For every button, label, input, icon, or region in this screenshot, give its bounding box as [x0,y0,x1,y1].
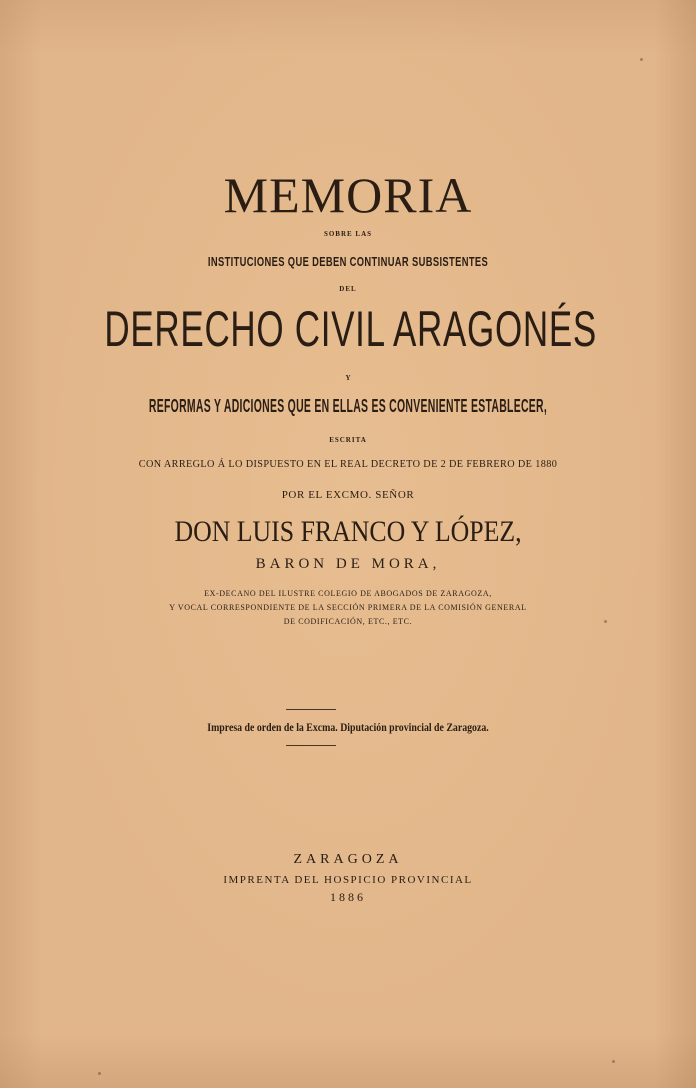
author-title: BARON DE MORA, [255,556,441,572]
credential-line: Y VOCAL CORRESPONDIENTE DE LA SECCIÓN PRIMERA DE LA COMISIÓN GENERAL [169,603,527,612]
main-subject-heading: DERECHO CIVIL ARAGONÉS [104,301,597,357]
del-line: DEL [339,285,357,293]
escrita-line: ESCRITA [329,436,367,444]
paper-speck [98,1072,101,1075]
decree-reference-line: CON ARREGLO Á LO DISPUESTO EN EL REAL DECRETO DE 2 DE FEBRERO DE 1880 [138,458,558,470]
imprint-year: 1886 [330,890,366,904]
divider-rule [286,745,336,746]
paper-speck [640,58,643,61]
credential-line: EX-DECANO DEL ILUSTRE COLEGIO DE ABOGADOS DE ZARAGOZA, [204,589,492,598]
credential-line: DE CODIFICACIÓN, ETC., ETC. [283,617,413,626]
document-title: MEMORIA [223,167,473,223]
printing-order-note: Impresa de orden de la Excma. Diputación provincial de Zaragoza. [207,720,489,734]
conjunction-line: Y [345,374,351,382]
reformas-line: REFORMAS Y ADICIONES QUE EN ELLAS ES CONVENIENTE ESTABLECER, [148,396,548,416]
imprint-city: ZARAGOZA [293,852,403,867]
divider-rule [286,709,336,710]
author-intro-line: POR EL EXCMO. SEÑOR [281,489,415,501]
paper-speck [612,1060,615,1063]
paper-speck [604,620,607,623]
author-name: DON LUIS FRANCO Y LÓPEZ, [174,515,522,548]
institutions-line: INSTITUCIONES QUE DEBEN CONTINUAR SUBSISTENTES [207,254,489,269]
sobre-las-line: SOBRE LAS [323,230,373,238]
imprint-printer: IMPRENTA DEL HOSPICIO PROVINCIAL [223,874,473,886]
